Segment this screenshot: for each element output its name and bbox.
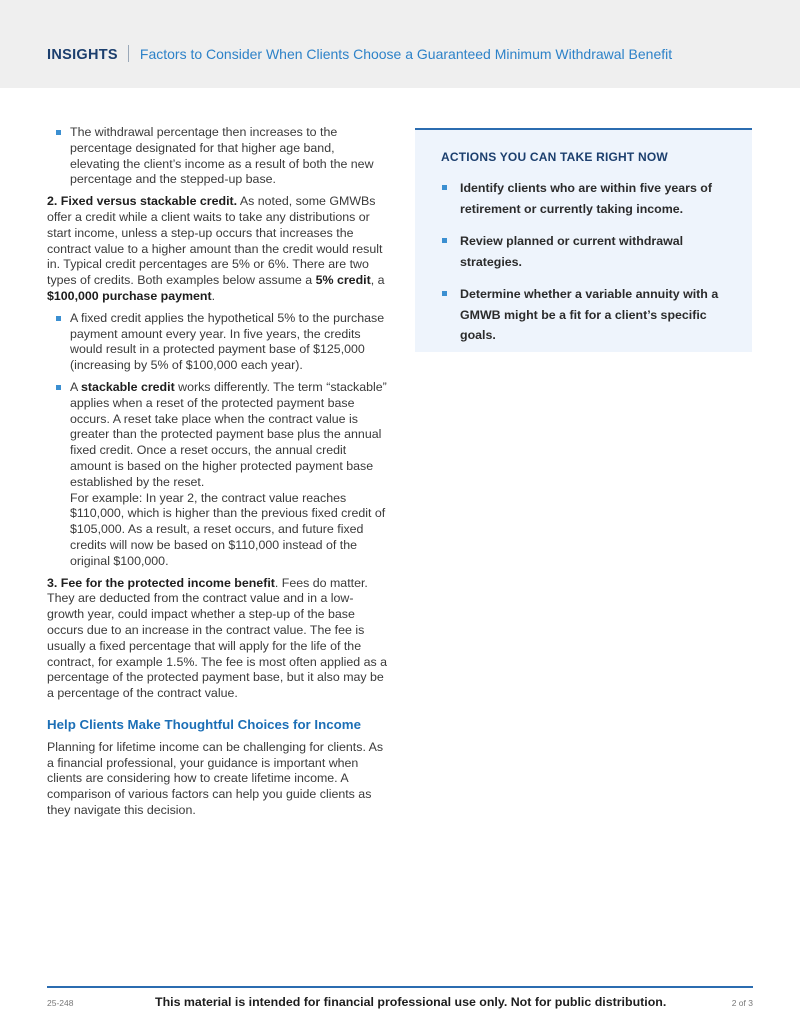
emphasis-stackable: stackable credit: [81, 379, 175, 394]
bullet-list-credits: [47, 311, 387, 570]
actions-list: [441, 178, 731, 358]
actions-title: ACTIONS YOU CAN TAKE RIGHT NOW: [441, 150, 668, 164]
paragraph-text: As noted, some GMWBs offer a credit while a client waits to take any distributions or start income, unless a step-up occurs that increases the contract value to a higher amount than the credit would result in. Typical credit percentages are 5% or 6%. There are two types of credits. Both examples below assume a: [47, 194, 383, 288]
paragraph-text: . Fees do matter. They are deducted from the contract value and in a low-growth year, could impact whether a step-up of the base occurs due to an increase in the contract value. The fee is usually a fixed percentage that will apply for the life of the contract, for example 1.5%. The fee is most often applied as a percentage of the protected payment base, but it also may be a percentage of the contract value.: [47, 575, 388, 701]
action-text: Determine whether a variable annuity with a GMWB might be a fit for a client’s specific goals.: [460, 287, 719, 342]
list-item-text: works differently. The term “stackable” applies when a reset of the protected payment base occurs. A reset take place when the contract value is greater than the protected payment base plus the annual fixed credit. Once a reset occurs, the annual credit amount is based on the higher protected payment base established by the reset.: [70, 379, 387, 489]
list-item: [47, 380, 387, 570]
square-bullet-icon: [56, 316, 61, 321]
paragraph-text: , a: [370, 273, 385, 288]
paragraph-heading: 2. Fixed versus stackable credit.: [47, 194, 238, 209]
emphasis-credit: 5% credit: [315, 273, 371, 288]
actions-callout: [415, 128, 752, 352]
square-bullet-icon: [442, 185, 447, 190]
header-divider: [128, 45, 129, 62]
list-item: [441, 231, 731, 272]
header-line: [47, 45, 672, 64]
page-number: 2 of 3: [731, 998, 753, 1008]
square-bullet-icon: [56, 385, 61, 390]
list-item-text: A: [70, 379, 82, 394]
list-item: [47, 125, 387, 188]
example-text: For example: In year 2, the contract value reaches $110,000, which is higher than the previous fixed credit of $105,000. As a result, a reset occurs, and future fixed credits will now be based on $110,000 instead of the original $100,000.: [70, 490, 386, 568]
footer-disclaimer: This material is intended for financial professional use only. Not for public distribution.: [155, 995, 667, 1009]
list-item: [441, 284, 731, 346]
bullet-list-top: [47, 125, 387, 188]
action-text: Identify clients who are within five years of retirement or currently taking income.: [460, 181, 713, 216]
list-item-text: A fixed credit applies the hypothetical 5% to the purchase payment amount every year. In five years, the credits would result in a protected payment base of $125,000 (increasing by 5% of $100,000 each year).: [70, 310, 385, 373]
paragraph-credit: [47, 194, 387, 305]
main-column: [47, 125, 387, 825]
square-bullet-icon: [56, 130, 61, 135]
paragraph-fee: [47, 576, 387, 702]
brand-label: INSIGHTS: [47, 47, 118, 63]
action-text: Review planned or current withdrawal strategies.: [460, 234, 684, 269]
section-heading: Help Clients Make Thoughtful Choices for Income: [47, 716, 361, 732]
document-code: 25-248: [47, 998, 74, 1008]
square-bullet-icon: [442, 291, 447, 296]
emphasis-payment: $100,000 purchase payment: [47, 288, 212, 303]
paragraph-text: .: [211, 288, 216, 303]
list-item: [47, 311, 387, 374]
list-item-text: The withdrawal percentage then increases to the percentage designated for that higher age band, elevating the client’s income as a result of both the new percentage and the stepped-up base.: [70, 125, 374, 187]
square-bullet-icon: [442, 238, 447, 243]
document-title: Factors to Consider When Clients Choose a Guaranteed Minimum Withdrawal Benefit: [139, 46, 673, 62]
page-header: [0, 0, 800, 88]
paragraph-heading: 3. Fee for the protected income benefit: [47, 575, 275, 590]
section-paragraph: Planning for lifetime income can be challenging for clients. As a financial professional, your guidance is important when clients are considering how to create lifetime income. A comparison of various factors can help you guide clients as they navigate this decision.: [47, 739, 384, 818]
footer-divider: [47, 986, 753, 988]
list-item: [441, 178, 731, 219]
